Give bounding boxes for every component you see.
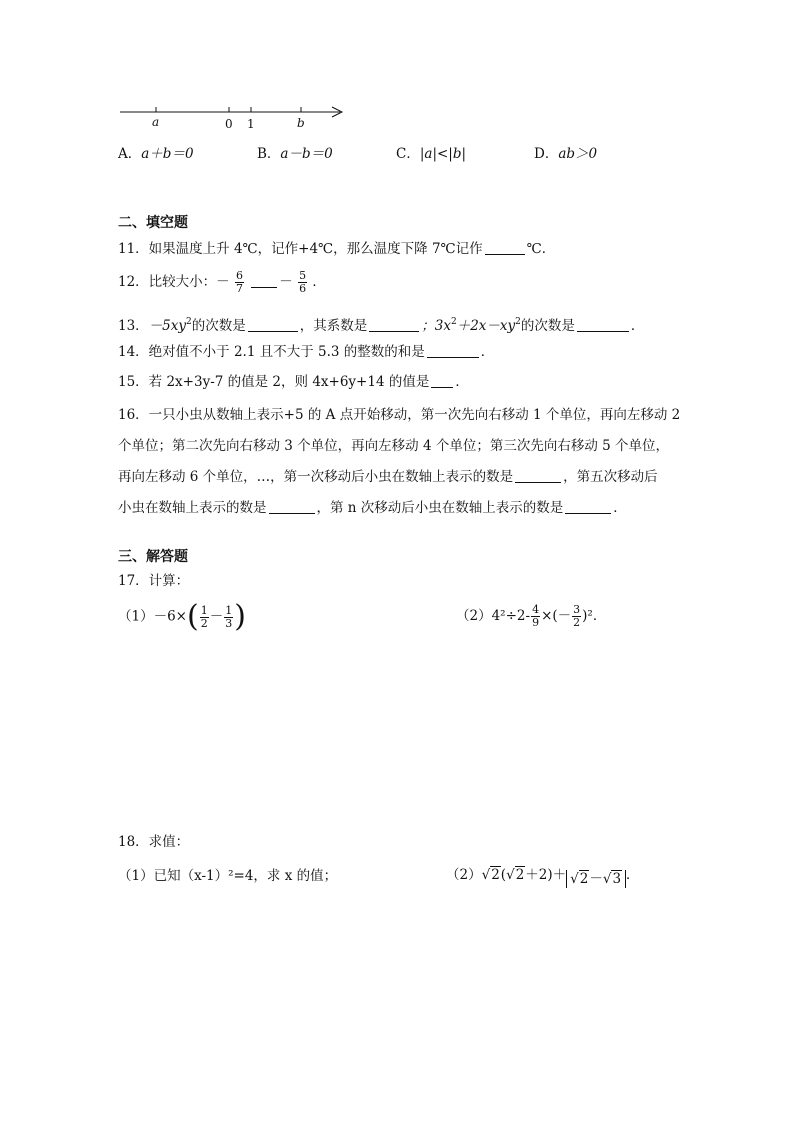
q13-blank-3[interactable] bbox=[577, 317, 629, 332]
q12-frac1-num: 6 bbox=[235, 269, 243, 282]
q17-p2-fraction-2 bbox=[572, 604, 581, 629]
q17-p1-f1-den: 2 bbox=[200, 616, 208, 630]
option-a-text: a＋b＝0 bbox=[141, 146, 194, 162]
q17-p2-expr-b: ×(－ bbox=[541, 608, 572, 624]
q15-suffix: ． bbox=[455, 374, 469, 390]
question-12 bbox=[118, 270, 326, 295]
q13-exp1: 2 bbox=[186, 317, 192, 327]
option-a bbox=[118, 145, 194, 163]
q12-frac2-den: 6 bbox=[299, 282, 307, 295]
q17-p1-label: （1） bbox=[118, 608, 154, 625]
q13-mid2: ，其系数是 bbox=[299, 318, 368, 334]
number-line-label-b: b bbox=[297, 116, 305, 130]
q12-minus: － bbox=[279, 274, 293, 290]
q15-blank[interactable] bbox=[431, 373, 453, 388]
option-d-letter: D． bbox=[534, 146, 559, 162]
q17-part-2 bbox=[456, 604, 606, 629]
option-c bbox=[396, 145, 466, 163]
option-b bbox=[257, 145, 333, 163]
q17-p1-fraction-1 bbox=[200, 605, 209, 630]
q14-text: 14．绝对值不小于 2.1 且不大于 5.3 的整数的和是 bbox=[118, 344, 425, 360]
q11-suffix: ℃． bbox=[526, 241, 556, 257]
question-11 bbox=[118, 240, 555, 258]
q16-line4-b: ，第 n 次移动后小虫在数轴上表示的数是 bbox=[316, 500, 564, 516]
q18-absolute-value bbox=[566, 870, 626, 888]
section-solve-title: 三、解答题 bbox=[118, 549, 188, 565]
q16-blank-3[interactable] bbox=[565, 499, 611, 514]
option-d-text: ab＞0 bbox=[558, 146, 598, 162]
q17-p1-f2-num: 1 bbox=[225, 603, 233, 617]
q18-sqrt-4-radicand: 3 bbox=[612, 871, 622, 887]
q18-plus-part: ＋2)＋ bbox=[525, 867, 567, 883]
q13-suffix: ． bbox=[630, 318, 645, 334]
q17-p2-f-num: 4 bbox=[532, 603, 540, 616]
q17-p2-label: （2） bbox=[456, 608, 492, 624]
q12-prefix: 12．比较大小：－ bbox=[118, 274, 230, 290]
option-b-letter: B． bbox=[257, 146, 281, 162]
q18-sqrt-2: √2 bbox=[506, 867, 525, 883]
q15-text: 15．若 2x+3y-7 的值是 2，则 4x+6y+14 的值是 bbox=[118, 374, 430, 390]
q13-blank-2[interactable] bbox=[369, 317, 419, 332]
section-fill-in-title: 二、填空题 bbox=[118, 215, 188, 231]
question-14 bbox=[118, 343, 494, 361]
q18-p1-text: 已知（x-1）²=4，求 x 的值； bbox=[153, 868, 338, 884]
q16-blank-1[interactable] bbox=[515, 468, 561, 483]
question-16-line-4 bbox=[118, 499, 627, 517]
question-15 bbox=[118, 373, 469, 391]
number-line-label-0: 0 bbox=[225, 117, 233, 131]
q13-mid3: 的次数是 bbox=[520, 318, 575, 334]
q17-p1-left-paren: ( bbox=[187, 599, 199, 634]
q17-p1-right-paren: ) bbox=[234, 599, 246, 634]
q17-p2-fraction-1 bbox=[531, 604, 540, 629]
option-a-letter: A． bbox=[118, 146, 142, 162]
q14-suffix: ． bbox=[480, 344, 495, 360]
q12-blank[interactable] bbox=[251, 273, 277, 288]
q13-exp2b: 2 bbox=[515, 317, 521, 327]
question-16-line-1: 16．一只小虫从数轴上表示+5 的 A 点开始移动，第一次先向右移动 1 个单位，再向左移动 2 bbox=[118, 407, 681, 423]
q16-line4-c: ． bbox=[613, 500, 627, 516]
q14-blank[interactable] bbox=[427, 343, 479, 358]
q17-p2-f2-den: 2 bbox=[573, 616, 581, 629]
q16-line4-a: 小虫在数轴上表示的数是 bbox=[118, 500, 267, 516]
q12-fraction-1 bbox=[235, 270, 244, 295]
q18-end: ． bbox=[626, 867, 640, 883]
q17-title: 17．计算： bbox=[118, 573, 190, 589]
q18-part-2 bbox=[446, 866, 640, 888]
q11-blank[interactable] bbox=[485, 240, 525, 255]
option-d bbox=[534, 145, 597, 163]
q18-sqrt-4: √3 bbox=[602, 871, 622, 887]
q13-blank-1[interactable] bbox=[248, 317, 298, 332]
question-13 bbox=[118, 313, 644, 335]
question-16-line-2: 个单位；第二次先向右移动 3 个单位，再向左移动 4 个单位；第三次先向右移动 5 个单位， bbox=[118, 438, 670, 454]
q13-exp2a: 2 bbox=[450, 317, 457, 327]
q17-p1-f1-num: 1 bbox=[200, 603, 208, 617]
q17-p2-f-den: 9 bbox=[532, 616, 540, 629]
q17-p1-f2-den: 3 bbox=[225, 616, 233, 630]
q13-expr2b: ＋2x－xy bbox=[456, 318, 516, 334]
number-line-label-1: 1 bbox=[247, 117, 255, 131]
question-16-line-3 bbox=[118, 468, 658, 486]
q18-sqrt-1: √2 bbox=[481, 867, 500, 883]
q18-p1-label: （1） bbox=[118, 868, 154, 884]
q17-p1-expr: －6× bbox=[153, 608, 187, 625]
q13-expr2a: ；3x bbox=[421, 318, 451, 334]
q18-minus: － bbox=[589, 871, 603, 887]
q17-p2-expr-c: )²． bbox=[582, 608, 607, 624]
number-line-label-a: a bbox=[152, 115, 160, 129]
option-c-text: |a|<|b| bbox=[419, 146, 467, 162]
q17-part-1 bbox=[118, 599, 246, 634]
q17-p1-minus: － bbox=[209, 608, 224, 625]
q16-line3-b: ，第五次移动后 bbox=[563, 469, 658, 485]
q13-prefix: 13． bbox=[118, 318, 149, 334]
q18-title: 18．求值： bbox=[118, 834, 190, 850]
q13-mid1: 的次数是 bbox=[191, 318, 246, 334]
q12-suffix: ． bbox=[312, 274, 326, 290]
q18-sqrt-3: √2 bbox=[570, 871, 589, 887]
option-c-letter: C． bbox=[396, 146, 420, 162]
q18-sqrt-3-radicand: 2 bbox=[579, 871, 589, 887]
q13-expr1: －5xy bbox=[148, 318, 187, 334]
q11-text: 11．如果温度上升 4℃，记作+4℃，那么温度下降 7℃记作 bbox=[118, 241, 483, 257]
q12-frac2-num: 5 bbox=[299, 269, 307, 282]
q16-line3-a: 再向左移动 6 个单位，…，第一次移动后小虫在数轴上表示的数是 bbox=[118, 469, 514, 485]
q17-p1-fraction-2 bbox=[224, 605, 233, 630]
q17-p2-expr-a: 4²÷2- bbox=[491, 608, 531, 624]
q18-open-paren: ( bbox=[500, 867, 507, 883]
option-b-text: a－b＝0 bbox=[280, 146, 333, 162]
q18-sqrt-2-radicand: 2 bbox=[515, 867, 525, 883]
q17-p2-f2-num: 3 bbox=[573, 603, 581, 616]
q12-fraction-2 bbox=[298, 270, 307, 295]
q18-part-1 bbox=[118, 867, 337, 885]
q18-p2-label: （2） bbox=[446, 867, 482, 883]
q16-blank-2[interactable] bbox=[269, 499, 315, 514]
q12-frac1-den: 7 bbox=[235, 282, 243, 295]
q18-sqrt-1-radicand: 2 bbox=[491, 867, 500, 883]
